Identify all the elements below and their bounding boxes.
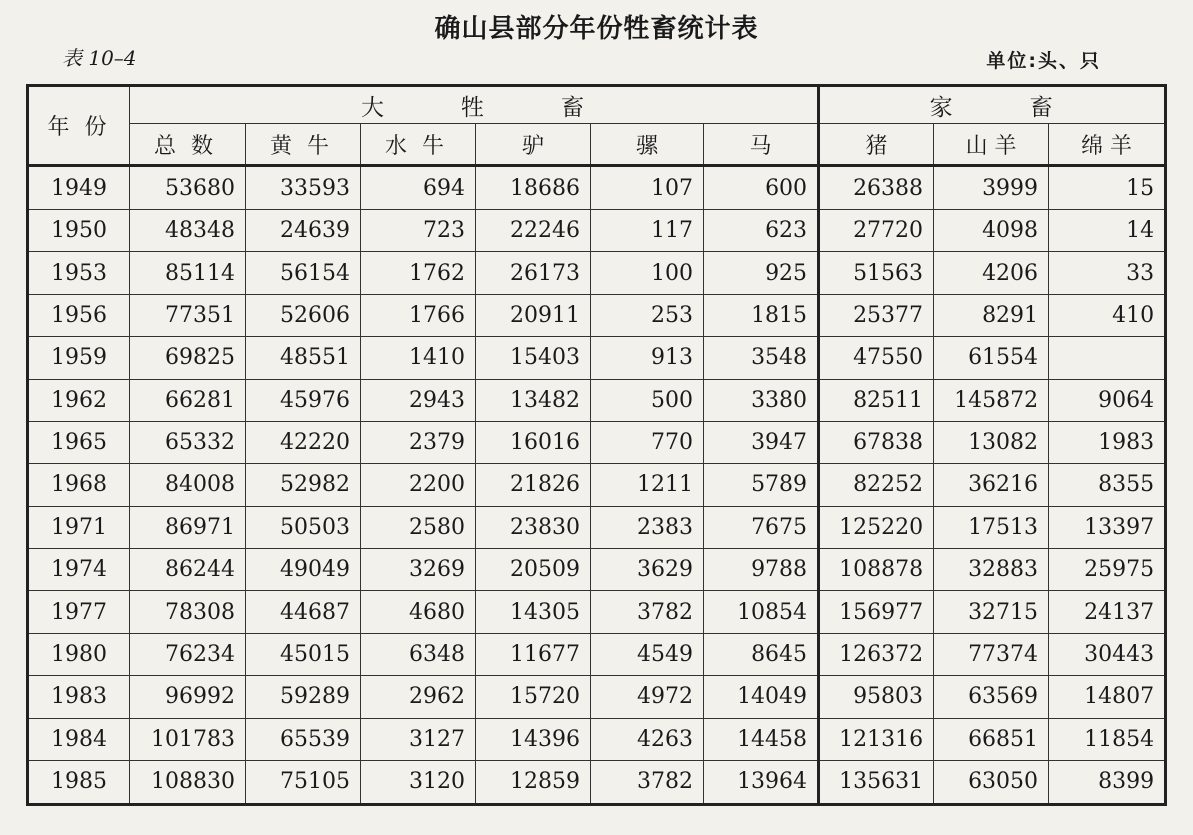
cell-horse: 5789 [704,464,819,506]
cell-horse: 8645 [704,633,819,675]
cell-goat: 8291 [934,294,1049,336]
cell-buffalo: 4680 [361,591,476,633]
cell-donkey: 12859 [476,760,591,804]
unit-label: 单位:头、只 [986,50,1101,72]
cell-donkey: 11677 [476,633,591,675]
table-body [28,166,1166,805]
cell-total: 84008 [130,464,246,506]
cell-horse: 13964 [704,760,819,804]
header-total: 总 数 [130,124,246,166]
cell-total: 78308 [130,591,246,633]
cell-goat: 66851 [934,718,1049,760]
cell-goat: 77374 [934,633,1049,675]
cell-goat: 63050 [934,760,1049,804]
livestock-table [26,84,1167,806]
cell-goat: 63569 [934,676,1049,718]
cell-sheep: 8399 [1049,760,1166,804]
cell-horse: 7675 [704,506,819,548]
cell-cattle: 56154 [246,252,361,294]
cell-sheep: 14807 [1049,676,1166,718]
cell-horse: 3380 [704,379,819,421]
cell-pig: 67838 [819,421,934,463]
cell-buffalo: 723 [361,210,476,252]
table-row [28,506,1166,548]
table-row [28,252,1166,294]
cell-mule: 117 [591,210,704,252]
cell-goat: 3999 [934,166,1049,210]
cell-sheep: 24137 [1049,591,1166,633]
cell-cattle: 48551 [246,337,361,379]
cell-cattle: 44687 [246,591,361,633]
header-goat: 山 羊 [934,124,1049,166]
cell-mule: 100 [591,252,704,294]
header-horse: 马 [704,124,819,166]
cell-pig: 121316 [819,718,934,760]
cell-donkey: 26173 [476,252,591,294]
cell-year: 1971 [28,506,130,548]
cell-cattle: 59289 [246,676,361,718]
cell-total: 66281 [130,379,246,421]
cell-donkey: 15403 [476,337,591,379]
table-row [28,464,1166,506]
header-mule: 骡 [591,124,704,166]
cell-goat: 145872 [934,379,1049,421]
cell-sheep: 15 [1049,166,1166,210]
cell-sheep: 33 [1049,252,1166,294]
cell-goat: 4098 [934,210,1049,252]
table-row [28,421,1166,463]
cell-year: 1980 [28,633,130,675]
cell-mule: 3782 [591,591,704,633]
cell-cattle: 45976 [246,379,361,421]
cell-total: 76234 [130,633,246,675]
table-row [28,549,1166,591]
cell-buffalo: 3269 [361,549,476,591]
table-row [28,760,1166,804]
cell-donkey: 22246 [476,210,591,252]
cell-buffalo: 2379 [361,421,476,463]
cell-total: 69825 [130,337,246,379]
cell-mule: 3782 [591,760,704,804]
cell-total: 65332 [130,421,246,463]
cell-donkey: 16016 [476,421,591,463]
cell-donkey: 21826 [476,464,591,506]
cell-pig: 27720 [819,210,934,252]
header-group-domestic-livestock: 家 畜 [819,86,1166,124]
header-year: 年 份 [28,86,130,166]
cell-cattle: 52982 [246,464,361,506]
cell-goat: 36216 [934,464,1049,506]
cell-goat: 4206 [934,252,1049,294]
cell-total: 86244 [130,549,246,591]
cell-sheep: 9064 [1049,379,1166,421]
cell-sheep: 30443 [1049,633,1166,675]
cell-pig: 82252 [819,464,934,506]
cell-total: 53680 [130,166,246,210]
cell-horse: 3548 [704,337,819,379]
cell-mule: 4549 [591,633,704,675]
cell-total: 48348 [130,210,246,252]
cell-sheep: 13397 [1049,506,1166,548]
cell-pig: 156977 [819,591,934,633]
cell-pig: 125220 [819,506,934,548]
cell-donkey: 20509 [476,549,591,591]
cell-goat: 61554 [934,337,1049,379]
cell-buffalo: 1410 [361,337,476,379]
cell-sheep: 14 [1049,210,1166,252]
cell-pig: 47550 [819,337,934,379]
cell-year: 1983 [28,676,130,718]
table-row [28,379,1166,421]
cell-total: 85114 [130,252,246,294]
cell-pig: 82511 [819,379,934,421]
cell-donkey: 13482 [476,379,591,421]
header-group-large-livestock: 大 牲 畜 [130,86,819,124]
cell-year: 1959 [28,337,130,379]
cell-year: 1984 [28,718,130,760]
cell-horse: 1815 [704,294,819,336]
cell-total: 108830 [130,760,246,804]
cell-pig: 25377 [819,294,934,336]
table-row [28,676,1166,718]
cell-horse: 14049 [704,676,819,718]
cell-sheep: 25975 [1049,549,1166,591]
cell-cattle: 45015 [246,633,361,675]
cell-year: 1949 [28,166,130,210]
cell-buffalo: 2580 [361,506,476,548]
cell-total: 101783 [130,718,246,760]
cell-mule: 107 [591,166,704,210]
cell-cattle: 49049 [246,549,361,591]
cell-year: 1953 [28,252,130,294]
cell-donkey: 20911 [476,294,591,336]
cell-sheep: 8355 [1049,464,1166,506]
cell-cattle: 65539 [246,718,361,760]
cell-year: 1977 [28,591,130,633]
cell-cattle: 75105 [246,760,361,804]
cell-horse: 9788 [704,549,819,591]
cell-horse: 925 [704,252,819,294]
cell-mule: 4972 [591,676,704,718]
table-row [28,294,1166,336]
cell-mule: 770 [591,421,704,463]
header-pig: 猪 [819,124,934,166]
cell-year: 1962 [28,379,130,421]
cell-buffalo: 2943 [361,379,476,421]
header-buffalo: 水 牛 [361,124,476,166]
cell-mule: 913 [591,337,704,379]
cell-cattle: 52606 [246,294,361,336]
cell-mule: 3629 [591,549,704,591]
cell-sheep: 1983 [1049,421,1166,463]
cell-horse: 10854 [704,591,819,633]
cell-total: 77351 [130,294,246,336]
cell-year: 1950 [28,210,130,252]
cell-pig: 135631 [819,760,934,804]
table-row [28,337,1166,379]
cell-cattle: 42220 [246,421,361,463]
cell-year: 1974 [28,549,130,591]
cell-horse: 623 [704,210,819,252]
cell-buffalo: 2200 [361,464,476,506]
cell-goat: 13082 [934,421,1049,463]
table-number: 表 10–4 [62,46,137,70]
cell-donkey: 23830 [476,506,591,548]
table-row [28,166,1166,210]
cell-mule: 1211 [591,464,704,506]
cell-sheep: 410 [1049,294,1166,336]
cell-cattle: 33593 [246,166,361,210]
header-cattle: 黄 牛 [246,124,361,166]
cell-horse: 14458 [704,718,819,760]
cell-mule: 2383 [591,506,704,548]
cell-buffalo: 3127 [361,718,476,760]
cell-goat: 17513 [934,506,1049,548]
cell-cattle: 50503 [246,506,361,548]
cell-mule: 253 [591,294,704,336]
table-row [28,591,1166,633]
header-donkey: 驴 [476,124,591,166]
cell-goat: 32883 [934,549,1049,591]
cell-donkey: 14305 [476,591,591,633]
header-sheep: 绵 羊 [1049,124,1166,166]
cell-pig: 51563 [819,252,934,294]
cell-goat: 32715 [934,591,1049,633]
cell-pig: 26388 [819,166,934,210]
cell-year: 1985 [28,760,130,804]
cell-pig: 95803 [819,676,934,718]
cell-pig: 108878 [819,549,934,591]
cell-sheep [1049,337,1166,379]
table-row [28,210,1166,252]
cell-buffalo: 3120 [361,760,476,804]
cell-year: 1956 [28,294,130,336]
cell-donkey: 14396 [476,718,591,760]
cell-buffalo: 1766 [361,294,476,336]
cell-donkey: 15720 [476,676,591,718]
cell-total: 96992 [130,676,246,718]
cell-buffalo: 6348 [361,633,476,675]
cell-mule: 500 [591,379,704,421]
cell-horse: 3947 [704,421,819,463]
cell-cattle: 24639 [246,210,361,252]
cell-sheep: 11854 [1049,718,1166,760]
table-title: 确山县部分年份牲畜统计表 [434,14,759,44]
table-row [28,718,1166,760]
table-row [28,633,1166,675]
cell-year: 1968 [28,464,130,506]
cell-pig: 126372 [819,633,934,675]
cell-horse: 600 [704,166,819,210]
cell-buffalo: 1762 [361,252,476,294]
cell-donkey: 18686 [476,166,591,210]
cell-mule: 4263 [591,718,704,760]
cell-year: 1965 [28,421,130,463]
cell-total: 86971 [130,506,246,548]
cell-buffalo: 694 [361,166,476,210]
cell-buffalo: 2962 [361,676,476,718]
